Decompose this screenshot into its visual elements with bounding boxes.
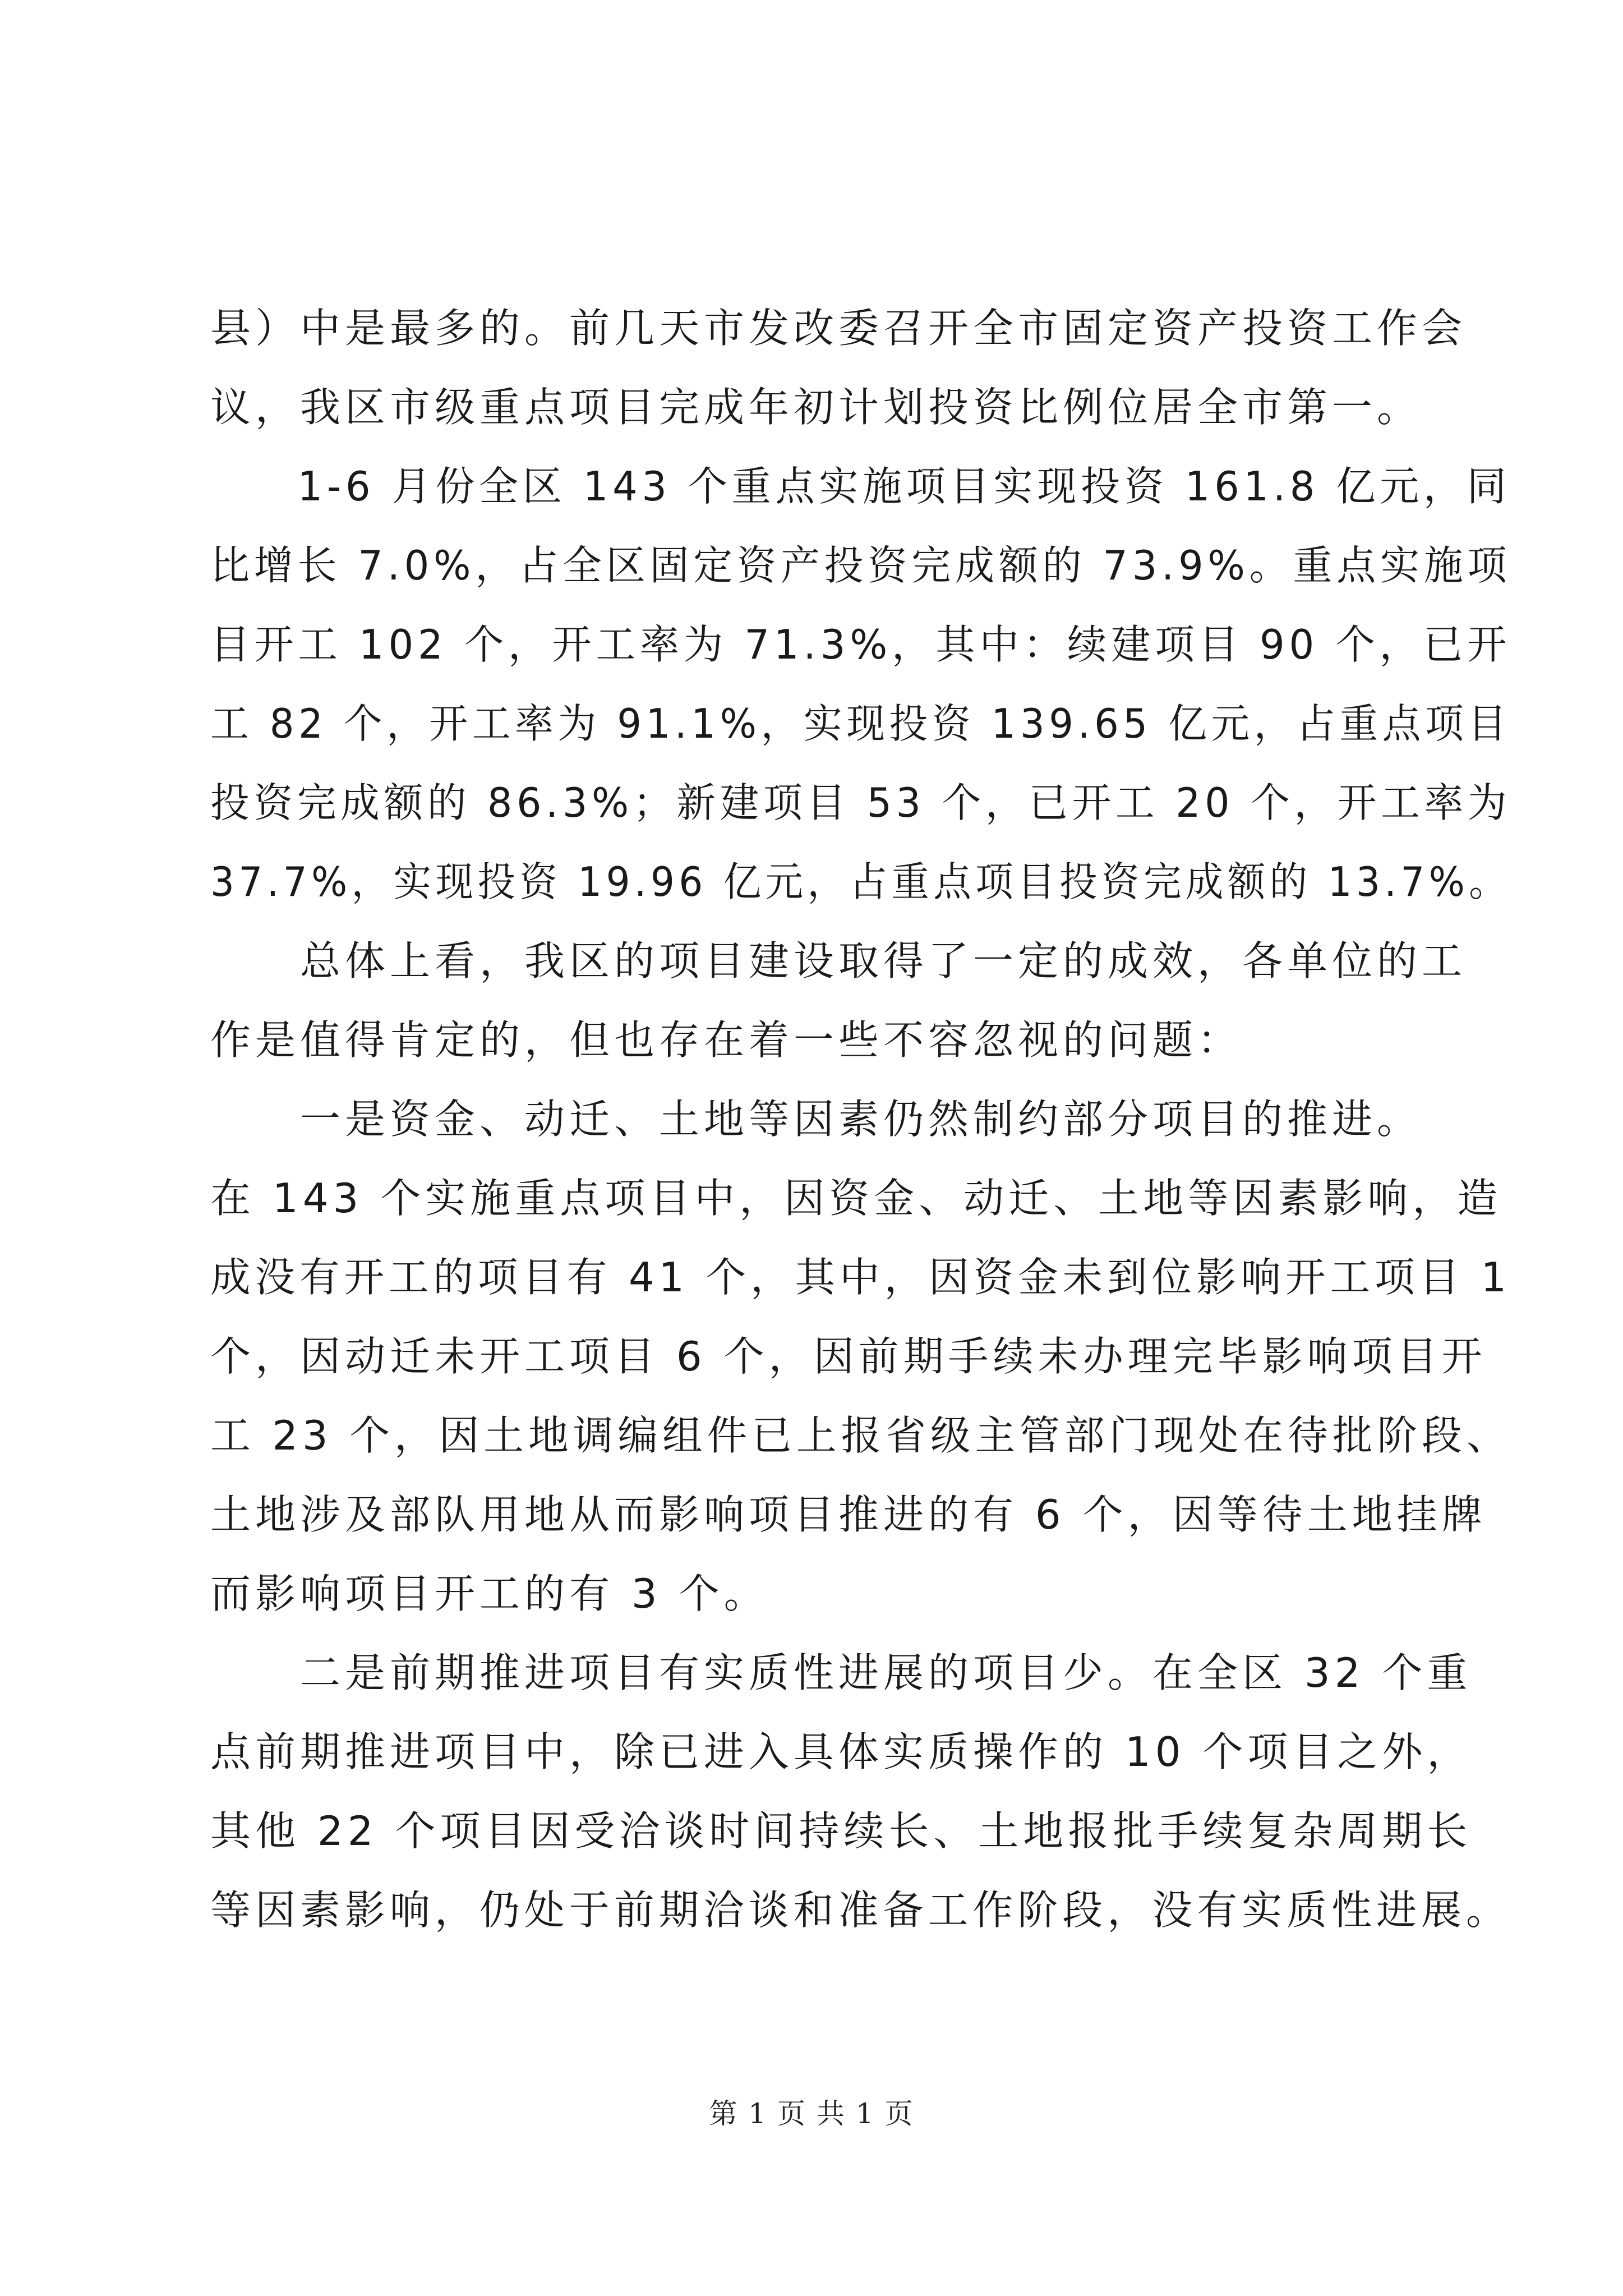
text-line: 一是资金、动迁、土地等因素仍然制约部分项目的推进。 xyxy=(210,1096,1422,1143)
text-line: 议，我区市级重点项目完成年初计划投资比例位居全市第一。 xyxy=(210,384,1422,431)
text-line: 等因素影响，仍处于前期洽谈和准备工作阶段，没有实质性进展。 xyxy=(210,1887,1511,1934)
text-line: 投资完成额的 86.3%；新建项目 53 个，已开工 20 个，开工率为 xyxy=(210,779,1511,826)
text-line: 工 82 个，开工率为 91.1%，实现投资 139.65 亿元，占重点项目 xyxy=(210,700,1511,747)
text-line: 点前期推进项目中，除已进入具体实质操作的 10 个项目之外， xyxy=(210,1728,1472,1775)
text-line: 而影响项目开工的有 3 个。 xyxy=(210,1570,769,1617)
text-line: 37.7%，实现投资 19.96 亿元，占重点项目投资完成额的 13.7%。 xyxy=(210,858,1511,905)
page-footer: 第 1 页 共 1 页 xyxy=(709,2097,914,2130)
text-line: 1-6 月份全区 143 个重点实施项目实现投资 161.8 亿元，同 xyxy=(210,463,1511,510)
text-line: 工 23 个，因土地调编组件已上报省级主管部门现处在待批阶段、 xyxy=(210,1412,1511,1459)
text-line: 二是前期推进项目有实质性进展的项目少。在全区 32 个重 xyxy=(210,1649,1472,1696)
text-line: 个，因动迁未开工项目 6 个，因前期手续未办理完毕影响项目开 xyxy=(210,1333,1487,1380)
text-line: 成没有开工的项目有 41 个，其中，因资金未到位影响开工项目 1 xyxy=(210,1254,1511,1301)
text-line: 其他 22 个项目因受洽谈时间持续长、土地报批手续复杂周期长 xyxy=(210,1807,1472,1855)
text-line: 土地涉及部队用地从而影响项目推进的有 6 个，因等待土地挂牌 xyxy=(210,1491,1487,1538)
text-line: 县）中是最多的。前几天市发改委召开全市固定资产投资工作会 xyxy=(210,305,1467,352)
text-line: 目开工 102 个，开工率为 71.3%，其中：续建项目 90 个，已开 xyxy=(210,621,1511,668)
text-line: 在 143 个实施重点项目中，因资金、动迁、土地等因素影响，造 xyxy=(210,1175,1502,1222)
text-line: 作是值得肯定的，但也存在着一些不容忽视的问题： xyxy=(210,1016,1243,1064)
text-line: 总体上看，我区的项目建设取得了一定的成效，各单位的工 xyxy=(210,937,1467,984)
text-line: 比增长 7.0%，占全区固定资产投资完成额的 73.9%。重点实施项 xyxy=(210,542,1511,589)
